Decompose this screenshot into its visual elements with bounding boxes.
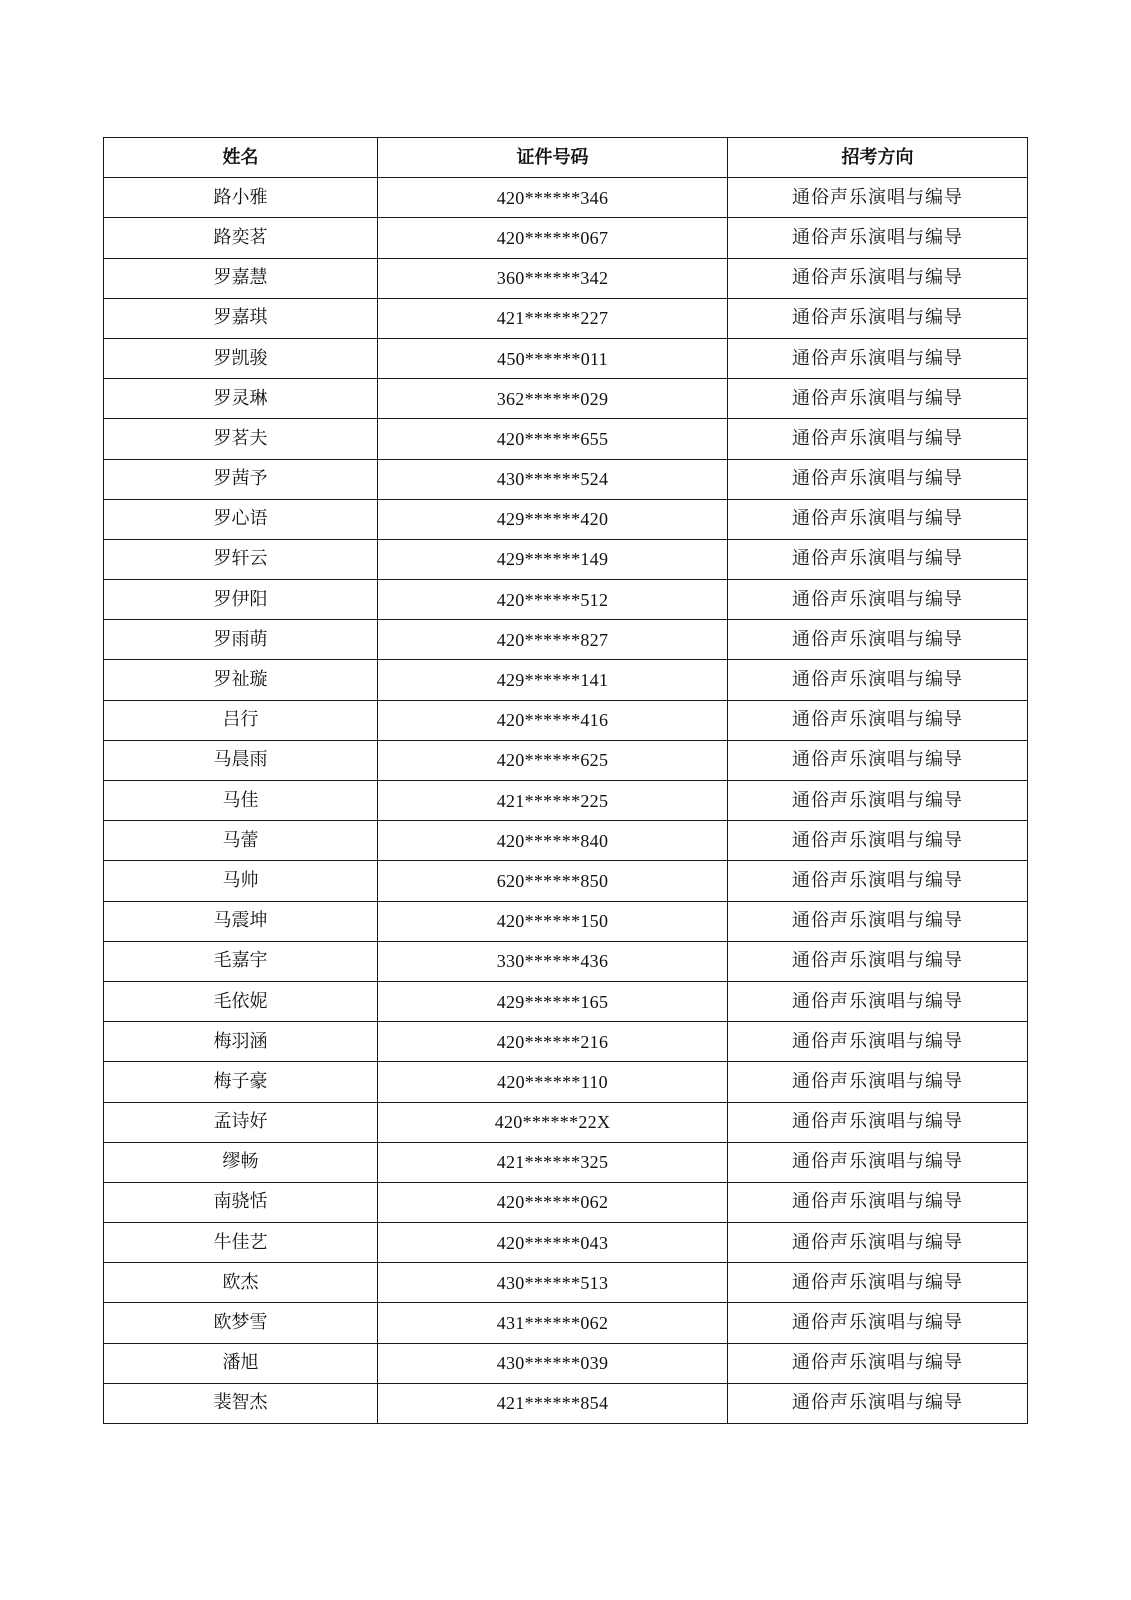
direction-cell: 通俗声乐演唱与编导 bbox=[728, 1343, 1028, 1383]
id-number-cell: 450******011 bbox=[378, 338, 728, 378]
name-cell: 马蕾 bbox=[104, 821, 378, 861]
id-number-cell: 330******436 bbox=[378, 941, 728, 981]
name-cell: 吕行 bbox=[104, 700, 378, 740]
table-row bbox=[104, 1062, 1028, 1102]
table-row bbox=[104, 499, 1028, 539]
direction-cell: 通俗声乐演唱与编导 bbox=[728, 660, 1028, 700]
id-number-cell: 429******141 bbox=[378, 660, 728, 700]
table-row bbox=[104, 1383, 1028, 1423]
id-number-cell: 429******149 bbox=[378, 539, 728, 579]
id-number-cell: 431******062 bbox=[378, 1303, 728, 1343]
table-row bbox=[104, 660, 1028, 700]
direction-cell: 通俗声乐演唱与编导 bbox=[728, 419, 1028, 459]
name-cell: 牛佳艺 bbox=[104, 1223, 378, 1263]
id-number-cell: 420******067 bbox=[378, 218, 728, 258]
table-row bbox=[104, 218, 1028, 258]
id-number-cell: 420******840 bbox=[378, 821, 728, 861]
table-row bbox=[104, 1142, 1028, 1182]
table-row bbox=[104, 620, 1028, 660]
table-row bbox=[104, 821, 1028, 861]
name-cell: 罗灵琳 bbox=[104, 379, 378, 419]
table-row bbox=[104, 419, 1028, 459]
id-number-cell: 420******22X bbox=[378, 1102, 728, 1142]
name-cell: 马震坤 bbox=[104, 901, 378, 941]
header-direction: 招考方向 bbox=[728, 138, 1028, 178]
direction-cell: 通俗声乐演唱与编导 bbox=[728, 459, 1028, 499]
id-number-cell: 420******110 bbox=[378, 1062, 728, 1102]
id-number-cell: 420******625 bbox=[378, 740, 728, 780]
table-body bbox=[104, 178, 1028, 1424]
direction-cell: 通俗声乐演唱与编导 bbox=[728, 178, 1028, 218]
id-number-cell: 429******420 bbox=[378, 499, 728, 539]
name-cell: 孟诗好 bbox=[104, 1102, 378, 1142]
table-row bbox=[104, 1303, 1028, 1343]
table-row bbox=[104, 1182, 1028, 1222]
direction-cell: 通俗声乐演唱与编导 bbox=[728, 1303, 1028, 1343]
id-number-cell: 429******165 bbox=[378, 981, 728, 1021]
name-cell: 路奕茗 bbox=[104, 218, 378, 258]
name-cell: 路小雅 bbox=[104, 178, 378, 218]
direction-cell: 通俗声乐演唱与编导 bbox=[728, 781, 1028, 821]
direction-cell: 通俗声乐演唱与编导 bbox=[728, 901, 1028, 941]
name-cell: 罗伊阳 bbox=[104, 580, 378, 620]
table-row bbox=[104, 459, 1028, 499]
name-cell: 马晨雨 bbox=[104, 740, 378, 780]
direction-cell: 通俗声乐演唱与编导 bbox=[728, 821, 1028, 861]
name-cell: 罗嘉慧 bbox=[104, 258, 378, 298]
id-number-cell: 420******416 bbox=[378, 700, 728, 740]
direction-cell: 通俗声乐演唱与编导 bbox=[728, 1182, 1028, 1222]
name-cell: 梅子豪 bbox=[104, 1062, 378, 1102]
table-row bbox=[104, 298, 1028, 338]
table-row bbox=[104, 861, 1028, 901]
name-cell: 罗凯骏 bbox=[104, 338, 378, 378]
direction-cell: 通俗声乐演唱与编导 bbox=[728, 218, 1028, 258]
table-row bbox=[104, 1263, 1028, 1303]
table-row bbox=[104, 1223, 1028, 1263]
table-row bbox=[104, 379, 1028, 419]
id-number-cell: 421******325 bbox=[378, 1142, 728, 1182]
header-id-number: 证件号码 bbox=[378, 138, 728, 178]
table-row bbox=[104, 178, 1028, 218]
id-number-cell: 421******225 bbox=[378, 781, 728, 821]
id-number-cell: 430******524 bbox=[378, 459, 728, 499]
name-cell: 马帅 bbox=[104, 861, 378, 901]
name-cell: 欧梦雪 bbox=[104, 1303, 378, 1343]
name-cell: 罗雨萌 bbox=[104, 620, 378, 660]
name-cell: 罗茜予 bbox=[104, 459, 378, 499]
id-number-cell: 420******346 bbox=[378, 178, 728, 218]
direction-cell: 通俗声乐演唱与编导 bbox=[728, 981, 1028, 1021]
direction-cell: 通俗声乐演唱与编导 bbox=[728, 1062, 1028, 1102]
id-number-cell: 420******827 bbox=[378, 620, 728, 660]
id-number-cell: 360******342 bbox=[378, 258, 728, 298]
direction-cell: 通俗声乐演唱与编导 bbox=[728, 740, 1028, 780]
name-cell: 罗茗夫 bbox=[104, 419, 378, 459]
name-cell: 毛依妮 bbox=[104, 981, 378, 1021]
table-row bbox=[104, 740, 1028, 780]
direction-cell: 通俗声乐演唱与编导 bbox=[728, 499, 1028, 539]
document-page bbox=[103, 137, 1027, 1424]
id-number-cell: 430******039 bbox=[378, 1343, 728, 1383]
direction-cell: 通俗声乐演唱与编导 bbox=[728, 298, 1028, 338]
id-number-cell: 362******029 bbox=[378, 379, 728, 419]
name-cell: 梅羽涵 bbox=[104, 1022, 378, 1062]
name-cell: 裴智杰 bbox=[104, 1383, 378, 1423]
direction-cell: 通俗声乐演唱与编导 bbox=[728, 941, 1028, 981]
table-row bbox=[104, 580, 1028, 620]
direction-cell: 通俗声乐演唱与编导 bbox=[728, 700, 1028, 740]
id-number-cell: 420******512 bbox=[378, 580, 728, 620]
direction-cell: 通俗声乐演唱与编导 bbox=[728, 580, 1028, 620]
direction-cell: 通俗声乐演唱与编导 bbox=[728, 379, 1028, 419]
table-row bbox=[104, 338, 1028, 378]
table-header-row bbox=[104, 138, 1028, 178]
direction-cell: 通俗声乐演唱与编导 bbox=[728, 1263, 1028, 1303]
direction-cell: 通俗声乐演唱与编导 bbox=[728, 539, 1028, 579]
direction-cell: 通俗声乐演唱与编导 bbox=[728, 1383, 1028, 1423]
table-row bbox=[104, 700, 1028, 740]
direction-cell: 通俗声乐演唱与编导 bbox=[728, 338, 1028, 378]
direction-cell: 通俗声乐演唱与编导 bbox=[728, 258, 1028, 298]
id-number-cell: 420******043 bbox=[378, 1223, 728, 1263]
table-row bbox=[104, 981, 1028, 1021]
table-row bbox=[104, 1022, 1028, 1062]
name-cell: 缪畅 bbox=[104, 1142, 378, 1182]
id-number-cell: 421******854 bbox=[378, 1383, 728, 1423]
table-row bbox=[104, 539, 1028, 579]
name-cell: 欧杰 bbox=[104, 1263, 378, 1303]
id-number-cell: 430******513 bbox=[378, 1263, 728, 1303]
name-cell: 罗心语 bbox=[104, 499, 378, 539]
direction-cell: 通俗声乐演唱与编导 bbox=[728, 1022, 1028, 1062]
table-row bbox=[104, 781, 1028, 821]
id-number-cell: 420******150 bbox=[378, 901, 728, 941]
name-cell: 马佳 bbox=[104, 781, 378, 821]
id-number-cell: 620******850 bbox=[378, 861, 728, 901]
name-cell: 罗轩云 bbox=[104, 539, 378, 579]
name-cell: 潘旭 bbox=[104, 1343, 378, 1383]
name-cell: 南骁恬 bbox=[104, 1182, 378, 1222]
id-number-cell: 421******227 bbox=[378, 298, 728, 338]
name-cell: 罗祉璇 bbox=[104, 660, 378, 700]
candidate-table bbox=[103, 137, 1028, 1424]
table-row bbox=[104, 941, 1028, 981]
header-name: 姓名 bbox=[104, 138, 378, 178]
table-row bbox=[104, 1102, 1028, 1142]
name-cell: 罗嘉琪 bbox=[104, 298, 378, 338]
direction-cell: 通俗声乐演唱与编导 bbox=[728, 1102, 1028, 1142]
id-number-cell: 420******216 bbox=[378, 1022, 728, 1062]
direction-cell: 通俗声乐演唱与编导 bbox=[728, 620, 1028, 660]
id-number-cell: 420******062 bbox=[378, 1182, 728, 1222]
id-number-cell: 420******655 bbox=[378, 419, 728, 459]
name-cell: 毛嘉宇 bbox=[104, 941, 378, 981]
table-row bbox=[104, 1343, 1028, 1383]
direction-cell: 通俗声乐演唱与编导 bbox=[728, 1142, 1028, 1182]
table-row bbox=[104, 901, 1028, 941]
direction-cell: 通俗声乐演唱与编导 bbox=[728, 861, 1028, 901]
direction-cell: 通俗声乐演唱与编导 bbox=[728, 1223, 1028, 1263]
table-row bbox=[104, 258, 1028, 298]
